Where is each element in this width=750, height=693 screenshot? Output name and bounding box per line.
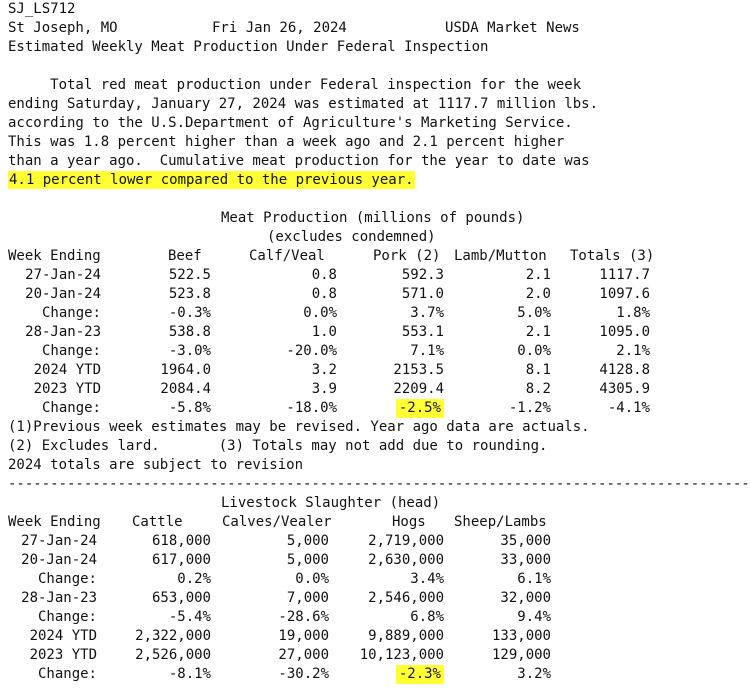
table-row [0,304,689,323]
column-header: Pork (2) [373,248,441,264]
table-cell: 3.2 [311,362,337,378]
table-cell: 0.0% [303,305,337,321]
table-row [0,589,689,608]
table-cell: 0.0% [295,571,329,587]
table-cell: 2,630,000 [368,552,444,568]
table-cell: 1964.0 [160,362,211,378]
table-cell: 0.8 [311,267,337,283]
table-cell: 0.0% [517,343,551,359]
table-row [0,627,689,646]
row-label: Change: [41,343,101,359]
summary-line: than a year ago. Cumulative meat production for the year to date was [8,153,590,169]
row-label: 27-Jan-24 [21,533,97,549]
table-cell: 9.4% [517,609,551,625]
table-cell: 1117.7 [599,267,650,283]
table-cell: 617,000 [151,552,211,568]
column-header: Calves/Vealer [222,514,332,530]
table-cell: 2,719,000 [368,533,444,549]
section-divider: ---------------------------------------------------------------------------------------- [8,476,750,492]
table-cell: 5,000 [286,533,329,549]
row-label: 2023 YTD [33,381,101,397]
table-cell: 32,000 [500,590,551,606]
table-cell: 6.8% [410,609,444,625]
table-cell: 522.5 [168,267,211,283]
table-cell: 4305.9 [599,381,650,397]
report-source: USDA Market News [445,20,580,36]
column-header: Cattle [132,514,183,530]
row-label: 28-Jan-23 [21,590,97,606]
table-cell: -5.8% [168,400,211,416]
column-header: Sheep/Lambs [454,514,547,530]
table-cell: 3.4% [410,571,444,587]
table-row [0,285,689,304]
table-cell: 33,000 [500,552,551,568]
column-header: Beef [168,248,202,264]
table-cell: 1095.0 [599,324,650,340]
table-cell: 553.1 [401,324,444,340]
table-cell: 2153.5 [393,362,444,378]
table-cell: 3.9 [311,381,337,397]
slaughter-table-title: Livestock Slaughter (head) [221,495,441,511]
summary-highlighted-line [8,171,415,190]
report-code: SJ_LS712 [8,1,76,17]
column-header: Calf/Veal [249,248,325,264]
summary-line: according to the U.S.Department of Agriculture's Marketing Service. [8,115,573,131]
footnote: 2024 totals are subject to revision [8,457,304,473]
table-row [0,608,689,627]
footnote: (1)Previous week estimates may be revised. Year ago data are actuals. [8,419,590,435]
table-cell: 0.2% [177,571,211,587]
highlighted-cell: -2.5% [396,399,444,418]
table-cell: -0.3% [168,305,211,321]
table-cell: 2,322,000 [135,628,211,644]
table-row [0,323,689,342]
table-cell: -20.0% [286,343,337,359]
table-cell: 4128.8 [599,362,650,378]
table-cell: 129,000 [491,647,551,663]
report-date: Fri Jan 26, 2024 [212,20,347,36]
table-cell: 2,546,000 [368,590,444,606]
table-cell: 6.1% [517,571,551,587]
row-label: 2023 YTD [29,647,97,663]
table-cell: 3.7% [410,305,444,321]
table-cell: -8.1% [168,666,211,682]
row-label: Change: [41,400,101,416]
table-row [0,361,689,380]
report-location: St Joseph, MO [8,20,118,36]
table-row [0,380,689,399]
table-cell: 0.8 [311,286,337,302]
table-cell: -4.1% [607,400,650,416]
highlighted-cell: -2.3% [396,665,444,684]
row-label: 28-Jan-23 [25,324,101,340]
table-row [0,551,689,570]
table-cell: 2,526,000 [135,647,211,663]
row-label: Change: [37,609,97,625]
table-cell: 5.0% [517,305,551,321]
summary-line: This was 1.8 percent higher than a week ago and 2.1 percent higher [8,134,565,150]
row-label: Change: [41,305,101,321]
header-line [8,19,688,38]
table-cell: 2209.4 [393,381,444,397]
table-cell: 2.1 [525,267,551,283]
table-cell: -3.0% [168,343,211,359]
row-label: Change: [37,666,97,682]
table-cell: 1097.6 [599,286,650,302]
table-cell: 592.3 [401,267,444,283]
column-header: Totals (3) [570,248,655,264]
table-cell: 1.8% [616,305,650,321]
table-cell: 653,000 [151,590,211,606]
table-cell: 618,000 [151,533,211,549]
table-row [0,399,689,418]
table-row [0,532,689,551]
table-cell: 133,000 [491,628,551,644]
table-cell: -1.2% [508,400,551,416]
table-cell: 2.1% [616,343,650,359]
summary-line: ending Saturday, January 27, 2024 was estimated at 1117.7 million lbs. [8,96,599,112]
table-cell: 8.1 [525,362,551,378]
table-header-row [0,247,689,266]
table-row [0,665,689,684]
table-cell: 10,123,000 [359,647,444,663]
table-cell: 2.1 [525,324,551,340]
table-row [0,646,689,665]
table-row [0,266,689,285]
report-title: Estimated Weekly Meat Production Under Federal Inspection [8,39,489,55]
table-cell: 538.8 [168,324,211,340]
column-header: Week Ending [8,514,101,530]
table-cell: -30.2% [278,666,329,682]
column-header: Hogs [392,514,426,530]
table-cell: 3.2% [517,666,551,682]
table-cell: 2084.4 [160,381,211,397]
table-cell: 27,000 [278,647,329,663]
table-cell: 35,000 [500,533,551,549]
meat-table-subtitle: (excludes condemned) [267,229,436,245]
table-cell: 19,000 [278,628,329,644]
column-header: Week Ending [8,248,101,264]
footnote: (2) Excludes lard. (3) Totals may not add due to rounding. [8,438,548,454]
table-cell: 1.0 [311,324,337,340]
row-label: 27-Jan-24 [25,267,101,283]
row-label: 2024 YTD [29,628,97,644]
summary-line: Total red meat production under Federal inspection for the week [8,77,582,93]
table-cell: 571.0 [401,286,444,302]
table-cell: 9,889,000 [368,628,444,644]
table-cell: 7.1% [410,343,444,359]
row-label: 2024 YTD [33,362,101,378]
row-label: Change: [37,571,97,587]
column-header: Lamb/Mutton [454,248,547,264]
row-label: 20-Jan-24 [21,552,97,568]
meat-table-title: Meat Production (millions of pounds) [221,210,525,226]
table-cell: 5,000 [286,552,329,568]
table-cell: 523.8 [168,286,211,302]
table-cell: 2.0 [525,286,551,302]
table-cell: 8.2 [525,381,551,397]
table-header-row [0,513,689,532]
table-cell: -18.0% [286,400,337,416]
table-row [0,342,689,361]
table-cell: -5.4% [168,609,211,625]
table-row [0,570,689,589]
table-cell: 7,000 [286,590,329,606]
row-label: 20-Jan-24 [25,286,101,302]
table-cell: -28.6% [278,609,329,625]
highlight-marker: 4.1 percent lower compared to the previous year. [9,172,414,188]
